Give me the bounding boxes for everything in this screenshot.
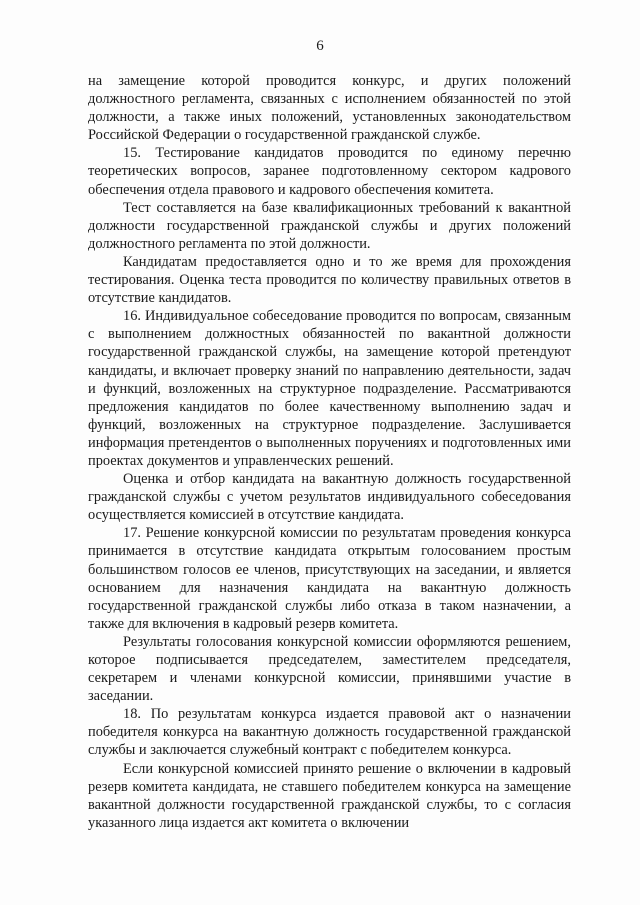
paragraph-item-18: 18. По результатам конкурса издается правовой акт о назначении победителя конкурса на вакантную должность государственной гражданской службы и заключается служебный контракт с победителем конкурса. — [88, 706, 571, 759]
paragraph-continuation: на замещение которой проводится конкурс, и других положений должностного регламента, связанных с исполнением обязанностей по этой должности, а также иных положений, установленных законодательством Российской Федерации о государственной гражданской службе. — [88, 73, 571, 144]
paragraph-reserve: Если конкурсной комиссией принято решение о включении в кадровый резерв комитета кандидата, не ставшего победителем конкурса на замещение вакантной должности государственной гражданской службы, то с согласия указанного лица издается акт комитета о включении — [88, 760, 571, 831]
document-body — [88, 72, 571, 832]
paragraph-test-time: Кандидатам предоставляется одно и то же время для прохождения тестирования. Оценка теста проводится по количеству правильных ответов в отсутствие кандидатов. — [88, 253, 571, 307]
page-number: 6 — [316, 38, 324, 54]
paragraph-test-composition: Тест составляется на базе квалификационных требований к вакантной должности государственной гражданской службы и других положений должностного регламента по этой должности. — [88, 199, 571, 252]
paragraph-voting-results: Результаты голосования конкурсной комиссии оформляются решением, которое подписывается председателем, заместителем председателя, секретарем и членами конкурсной комиссии, принявшими участие в заседании. — [88, 633, 571, 705]
paragraph-item-17: 17. Решение конкурсной комиссии по результатам проведения конкурса принимается в отсутствие кандидата открытым голосованием простым большинством голосов ее членов, присутствующих на заседании, и является основанием для назначения кандидата на вакантную должность государственной гражданской службы либо отказа в таком назначении, а также для включения в кадровый резерв комитета. — [88, 525, 571, 632]
paragraph-item-15: 15. Тестирование кандидатов проводится по единому перечню теоретических вопросов, заранее подготовленному сектором кадрового обеспечения отдела правового и кадрового обеспечения комитета. — [88, 145, 571, 198]
paragraph-item-16: 16. Индивидуальное собеседование проводится по вопросам, связанным с выполнением должностных обязанностей по вакантной должности государственной гражданской службы, на замещение которой претендуют кандидаты, и включает проверку знаний по направлению деятельности, задач и функций, возложенных на структурное подразделение. Рассматриваются предложения кандидатов по более качественному выполнению задач и функций, возложенных на структурное подразделение. Заслушивается информация претендентов о выполненных поручениях и подготовленных ими проектах документов и управленческих решений. — [88, 308, 571, 469]
paragraph-evaluation: Оценка и отбор кандидата на вакантную должность государственной гражданской службы с учетом результатов индивидуального собеседования осуществляется комиссией в отсутствие кандидата. — [88, 471, 571, 524]
